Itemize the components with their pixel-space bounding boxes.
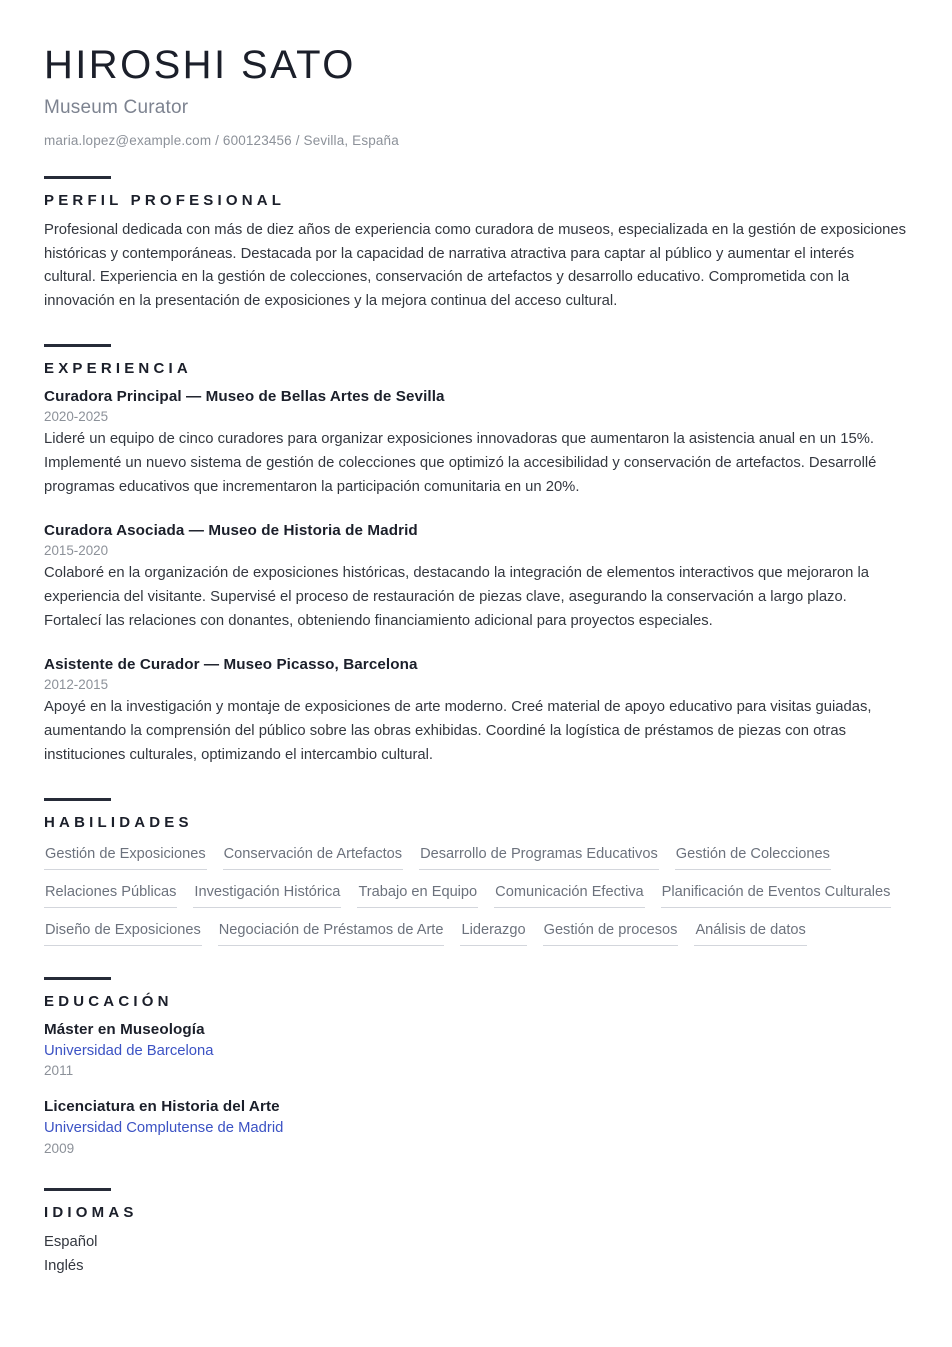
skill-tag: Diseño de Exposiciones: [44, 917, 202, 946]
education-degree: Máster en Museología: [44, 1021, 205, 1039]
skills-list: [44, 841, 908, 955]
section-title-languages: IDIOMAS: [44, 1203, 138, 1221]
spacer: [44, 318, 908, 344]
candidate-job-title: Museum Curator: [44, 97, 189, 119]
language-item: Español: [44, 1233, 98, 1250]
spacer: [44, 1162, 908, 1188]
experience-role: Asistente de Curador — Museo Picasso, Barcelona: [44, 655, 418, 673]
section-education: [44, 977, 908, 1158]
education-list: [44, 1020, 908, 1158]
education-item: [44, 1097, 908, 1157]
section-divider-rule: [44, 344, 111, 347]
education-degree: Licenciatura en Historia del Arte: [44, 1098, 280, 1116]
spacer: [44, 772, 908, 798]
experience-item: [44, 521, 908, 634]
section-divider-rule: [44, 798, 111, 801]
education-institution-link[interactable]: Universidad Complutense de Madrid: [44, 1119, 284, 1136]
experience-role: Curadora Principal — Museo de Bellas Artes de Sevilla: [44, 388, 445, 406]
skill-tag: Liderazgo: [460, 917, 526, 946]
section-title-profile: PERFIL PROFESIONAL: [44, 191, 286, 209]
language-item: Inglés: [44, 1257, 84, 1274]
education-item: [44, 1020, 908, 1080]
skill-tag: Gestión de procesos: [543, 917, 679, 946]
skill-tag: Desarrollo de Programas Educativos: [419, 841, 659, 870]
education-year: 2011: [44, 1063, 74, 1079]
skill-tag: Gestión de Colecciones: [675, 841, 831, 870]
contact-info-line: maria.lopez@example.com / 600123456 / Sevilla, España: [44, 132, 399, 148]
section-title-education: EDUCACIÓN: [44, 993, 173, 1011]
section-title-experience: EXPERIENCIA: [44, 360, 192, 378]
section-divider-rule: [44, 1188, 111, 1191]
section-languages: [44, 1188, 908, 1279]
skill-tag: Planificación de Eventos Culturales: [661, 879, 892, 908]
skill-tag: Comunicación Efectiva: [494, 879, 644, 908]
spacer: [44, 959, 908, 977]
section-skills: [44, 798, 908, 955]
language-list: [44, 1231, 908, 1279]
experience-dates: 2015-2020: [44, 542, 109, 558]
experience-description: Lideré un equipo de cinco curadores para organizar exposiciones innovadoras que aumentaron la asistencia anual en un 15%. Implementé un nuevo sistema de gestión de colecciones que optimizó la accesibilidad y conservación de artefactos. Desarrollé programas educativos que incrementaron la participación comunitaria en un 20%.: [44, 431, 877, 496]
section-divider-rule: [44, 977, 111, 980]
resume-header: [44, 44, 908, 150]
skill-tag: Análisis de datos: [694, 917, 806, 946]
section-profile: [44, 176, 908, 315]
skill-tag: Relaciones Públicas: [44, 879, 177, 908]
skill-tag: Investigación Histórica: [193, 879, 341, 908]
education-year: 2009: [44, 1140, 75, 1156]
experience-dates: 2012-2015: [44, 676, 109, 692]
experience-item: [44, 387, 908, 500]
skill-tag: Gestión de Exposiciones: [44, 841, 207, 870]
education-institution-link[interactable]: Universidad de Barcelona: [44, 1042, 214, 1059]
section-experience: [44, 344, 908, 767]
skill-tag: Conservación de Artefactos: [223, 841, 403, 870]
experience-role: Curadora Asociada — Museo de Historia de Madrid: [44, 522, 418, 540]
section-divider-rule: [44, 176, 111, 179]
experience-list: [44, 387, 908, 767]
experience-dates: 2020-2025: [44, 409, 109, 425]
section-title-skills: HABILIDADES: [44, 813, 193, 831]
experience-description: Colaboré en la organización de exposiciones históricas, destacando la integración de elementos interactivos que mejoraron la experiencia del visitante. Supervisé el proceso de restauración de piezas clave, asegurando la conservación a largo plazo. Fortalecí las relaciones con donantes, obteniendo financiamiento adicional para proyectos especiales.: [44, 565, 870, 629]
skill-tag: Negociación de Préstamos de Arte: [218, 917, 445, 946]
profile-summary-text: Profesional dedicada con más de diez años de experiencia como curadora de museos, especializada en la gestión de exposiciones históricas y contemporáneas. Destacada por la capacidad de narrativa atractiva para captar al público y aumentar el interés cultural. Experiencia en la gestión de colecciones, conservación de artefactos y desarrollo educativo. Comprometida con la innovación en la presentación de exposiciones y la mejora continua del acceso cultural.: [44, 221, 907, 310]
experience-item: [44, 655, 908, 768]
experience-description: Apoyé en la investigación y montaje de exposiciones de arte moderno. Creé material de apoyo educativo para visitas guiadas, aumentando la comprensión del público sobre las obras exhibidas. Coordiné la logística de préstamos de piezas con otras instituciones culturales, optimizando el intercambio cultural.: [44, 698, 872, 763]
candidate-name: HIROSHI SATO: [44, 43, 356, 87]
skill-tag: Trabajo en Equipo: [357, 879, 478, 908]
